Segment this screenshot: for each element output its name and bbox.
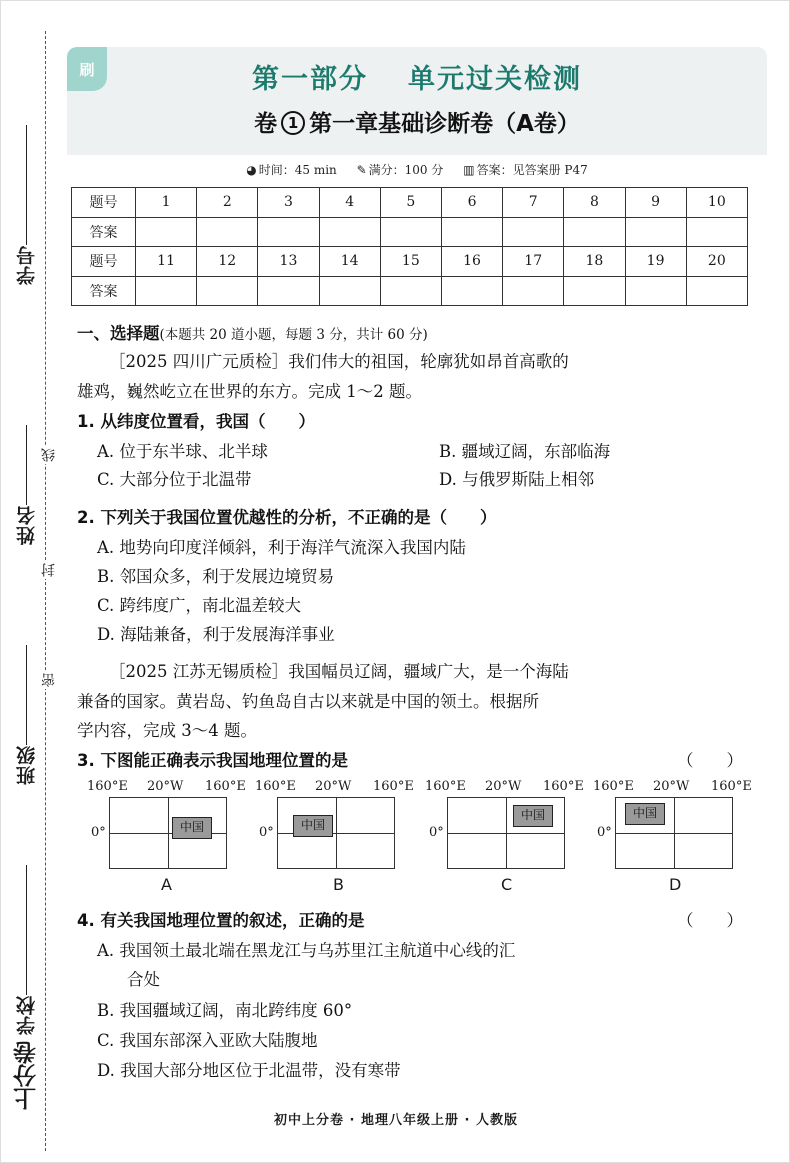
q2-option-c[interactable]: C. 跨纬度广，南北温差较大 bbox=[97, 596, 302, 615]
title-unit: 单元过关检测 bbox=[408, 64, 582, 95]
answer-cell[interactable] bbox=[136, 276, 197, 306]
page-title bbox=[67, 57, 767, 96]
option-letter: B bbox=[333, 875, 344, 894]
answer-cell[interactable] bbox=[503, 276, 564, 306]
option-letter: A bbox=[161, 875, 172, 894]
section-note: (本题共 20 道小题，每题 3 分，共计 60 分) bbox=[159, 327, 428, 343]
question-number-cell: 7 bbox=[503, 188, 564, 218]
material-2-line-2: 兼备的国家。黄岩岛、钓鱼岛自古以来就是中国的领土。根据所 bbox=[77, 692, 539, 711]
question-number-cell: 12 bbox=[197, 247, 258, 277]
cut-line bbox=[45, 31, 46, 1151]
page-subtitle bbox=[67, 105, 767, 138]
q4-option-a-cont[interactable]: 合处 bbox=[127, 970, 160, 989]
table-header-cell: 题号 bbox=[72, 188, 136, 218]
table-header-cell: 答案 bbox=[72, 217, 136, 247]
answer-cell[interactable] bbox=[564, 217, 625, 247]
paper-number-badge: 1 bbox=[281, 111, 305, 135]
equator-label: 0° bbox=[597, 825, 612, 840]
lon-label: 160°E bbox=[711, 779, 752, 794]
question-number-cell: 2 bbox=[197, 188, 258, 218]
subtitle-text: 第一章基础诊断卷（A卷） bbox=[309, 111, 580, 137]
question-number-cell: 8 bbox=[564, 188, 625, 218]
section-heading bbox=[77, 319, 428, 350]
school-label: 学校 bbox=[15, 995, 38, 1035]
question-number-cell: 3 bbox=[258, 188, 319, 218]
class-blank[interactable] bbox=[26, 645, 27, 745]
question-number-cell: 10 bbox=[686, 188, 747, 218]
question-number-cell: 5 bbox=[380, 188, 441, 218]
lon-label: 20°W bbox=[653, 779, 690, 794]
answer-cell[interactable] bbox=[197, 217, 258, 247]
answer-cell[interactable] bbox=[197, 276, 258, 306]
pen-icon: ✎ bbox=[356, 163, 367, 177]
answer-cell[interactable] bbox=[319, 217, 380, 247]
answer-table-ans-row-1 bbox=[72, 217, 748, 247]
q1-option-b[interactable]: B. 疆域辽阔，东部临海 bbox=[439, 442, 611, 461]
answer-cell[interactable] bbox=[625, 276, 686, 306]
q2-option-d[interactable]: D. 海陆兼备，利于发展海洋事业 bbox=[97, 625, 335, 644]
china-block: 中国 bbox=[513, 805, 553, 827]
map-option-b[interactable] bbox=[255, 779, 425, 899]
banner-tab-icon: 刷 bbox=[79, 60, 95, 79]
answer-cell[interactable] bbox=[625, 217, 686, 247]
brand-logo: 上分卷 bbox=[13, 1041, 40, 1110]
seal-char-secret: 密 bbox=[41, 673, 57, 687]
material-1-line-1: ［2025 四川广元质检］我们伟大的祖国，轮廓犹如昂首高歌的 bbox=[109, 352, 569, 371]
china-block: 中国 bbox=[293, 815, 333, 837]
answer-table-num-row-2 bbox=[72, 247, 748, 277]
time-limit: 时间：45 min bbox=[258, 163, 337, 177]
answer-cell[interactable] bbox=[136, 217, 197, 247]
answer-table-num-row-1 bbox=[72, 188, 748, 218]
brand-logo-wrap bbox=[11, 1041, 41, 1110]
name-blank[interactable] bbox=[26, 425, 27, 505]
china-block: 中国 bbox=[172, 817, 212, 839]
page-footer: 初中上分卷 · 地理八年级上册 · 人教版 bbox=[274, 1113, 518, 1128]
exam-meta bbox=[67, 161, 767, 178]
answer-cell[interactable] bbox=[503, 217, 564, 247]
question-3-stem: 3. 下图能正确表示我国地理位置的是 bbox=[77, 751, 348, 770]
answer-table-ans-row-2 bbox=[72, 276, 748, 306]
lon-label: 20°W bbox=[485, 779, 522, 794]
section-title: 一、选择题 bbox=[77, 324, 160, 343]
lon-label: 160°E bbox=[87, 779, 128, 794]
student-id-field[interactable] bbox=[11, 121, 41, 285]
q4-option-b[interactable]: B. 我国疆域辽阔，南北跨纬度 60° bbox=[97, 1001, 353, 1020]
question-number-cell: 18 bbox=[564, 247, 625, 277]
lon-label: 20°W bbox=[147, 779, 184, 794]
lon-label: 160°E bbox=[255, 779, 296, 794]
answer-table bbox=[71, 187, 748, 306]
map-option-d[interactable] bbox=[593, 779, 769, 899]
question-2-stem: 2. 下列关于我国位置优越性的分析，不正确的是（ ） bbox=[77, 508, 497, 527]
q4-option-a[interactable]: A. 我国领土最北端在黑龙江与乌苏里江主航道中心线的汇 bbox=[97, 941, 516, 960]
table-header-cell: 答案 bbox=[72, 276, 136, 306]
answer-cell[interactable] bbox=[686, 217, 747, 247]
student-id-label: 学号 bbox=[15, 245, 38, 285]
option-letter: C bbox=[501, 875, 513, 894]
clock-icon: ◕ bbox=[246, 163, 257, 177]
seal-char-seal: 封 bbox=[41, 563, 57, 577]
q2-option-b[interactable]: B. 邻国众多，利于发展边境贸易 bbox=[97, 567, 335, 586]
question-number-cell: 14 bbox=[319, 247, 380, 277]
question-number-cell: 9 bbox=[625, 188, 686, 218]
q4-option-c[interactable]: C. 我国东部深入亚欧大陆腹地 bbox=[97, 1031, 318, 1050]
equator-line bbox=[615, 833, 733, 834]
question-number-cell: 19 bbox=[625, 247, 686, 277]
question-3-paren[interactable]: （ ） bbox=[677, 751, 743, 770]
book-icon: ▥ bbox=[463, 163, 475, 177]
china-block: 中国 bbox=[625, 803, 665, 825]
question-number-cell: 1 bbox=[136, 188, 197, 218]
class-field[interactable] bbox=[11, 641, 41, 785]
question-number-cell: 15 bbox=[380, 247, 441, 277]
answer-cell[interactable] bbox=[564, 276, 625, 306]
equator-line bbox=[447, 833, 565, 834]
question-number-cell: 16 bbox=[441, 247, 502, 277]
answer-cell[interactable] bbox=[441, 276, 502, 306]
question-number-cell: 20 bbox=[686, 247, 747, 277]
answer-cell[interactable] bbox=[319, 276, 380, 306]
answer-ref: 答案：见答案册 P47 bbox=[476, 163, 588, 177]
question-4-paren[interactable]: （ ） bbox=[677, 911, 743, 930]
question-number-cell: 17 bbox=[503, 247, 564, 277]
answer-cell[interactable] bbox=[380, 217, 441, 247]
title-part: 第一部分 bbox=[252, 64, 368, 95]
equator-label: 0° bbox=[259, 825, 274, 840]
class-label: 班级 bbox=[15, 745, 38, 785]
answer-cell[interactable] bbox=[258, 217, 319, 247]
lon-label: 160°E bbox=[543, 779, 584, 794]
q1-option-a[interactable]: A. 位于东半球、北半球 bbox=[97, 442, 268, 461]
seal-char-line: 线 bbox=[41, 448, 57, 462]
lon-label: 160°E bbox=[425, 779, 466, 794]
question-number-cell: 13 bbox=[258, 247, 319, 277]
table-header-cell: 题号 bbox=[72, 247, 136, 277]
school-field[interactable] bbox=[11, 861, 41, 1035]
answer-cell[interactable] bbox=[380, 276, 441, 306]
lon-label: 20°W bbox=[315, 779, 352, 794]
name-label: 姓名 bbox=[15, 505, 38, 545]
q4-option-d[interactable]: D. 我国大部分地区位于北温带，没有寒带 bbox=[97, 1061, 401, 1080]
question-1-stem: 1. 从纬度位置看，我国（ ） bbox=[77, 412, 315, 431]
school-blank[interactable] bbox=[26, 865, 27, 995]
name-field[interactable] bbox=[11, 421, 41, 545]
q1-option-d[interactable]: D. 与俄罗斯陆上相邻 bbox=[439, 470, 595, 489]
question-4-stem: 4. 有关我国地理位置的叙述，正确的是 bbox=[77, 911, 365, 930]
binding-margin bbox=[1, 1, 63, 1163]
equator-label: 0° bbox=[429, 825, 444, 840]
lon-label: 160°E bbox=[593, 779, 634, 794]
q2-option-a[interactable]: A. 地势向印度洋倾斜，利于海洋气流深入我国内陆 bbox=[97, 538, 466, 557]
material-2-line-3: 学内容，完成 3～4 题。 bbox=[77, 721, 257, 740]
question-number-cell: 11 bbox=[136, 247, 197, 277]
student-id-blank[interactable] bbox=[26, 125, 27, 245]
full-score: 满分：100 分 bbox=[368, 163, 444, 177]
map-option-c[interactable] bbox=[425, 779, 595, 899]
lon-label: 160°E bbox=[373, 779, 414, 794]
equator-label: 0° bbox=[91, 825, 106, 840]
option-letter: D bbox=[669, 875, 682, 894]
subtitle-prefix: 卷 bbox=[254, 111, 278, 137]
answer-cell[interactable] bbox=[258, 276, 319, 306]
answer-cell[interactable] bbox=[686, 276, 747, 306]
material-1-line-2: 雄鸡，巍然屹立在世界的东方。完成 1～2 题。 bbox=[77, 382, 422, 401]
material-2-line-1: ［2025 江苏无锡质检］我国幅员辽阔，疆域广大，是一个海陆 bbox=[109, 662, 569, 681]
answer-cell[interactable] bbox=[441, 217, 502, 247]
question-number-cell: 4 bbox=[319, 188, 380, 218]
q1-option-c[interactable]: C. 大部分位于北温带 bbox=[97, 470, 252, 489]
question-number-cell: 6 bbox=[441, 188, 502, 218]
lon-label: 160°E bbox=[205, 779, 246, 794]
map-option-a[interactable] bbox=[87, 779, 257, 899]
